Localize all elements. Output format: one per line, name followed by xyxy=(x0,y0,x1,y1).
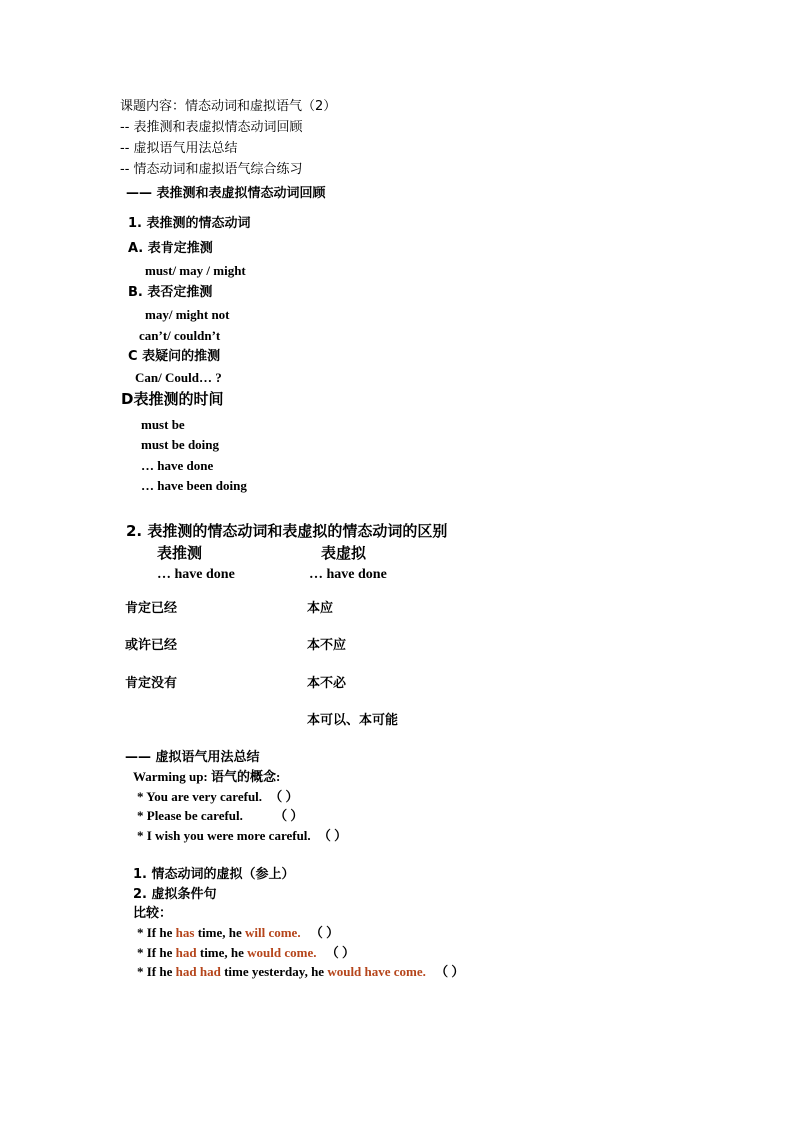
table-cell-left: 或许已经 xyxy=(125,638,178,653)
column-header-right: 表虚拟 xyxy=(321,544,367,562)
example-sentence xyxy=(137,828,347,844)
highlight-verb: has xyxy=(175,925,195,940)
conditional-sentence xyxy=(137,925,339,941)
highlight-verb: will come. xyxy=(244,925,301,940)
modal-words: must/ may / might xyxy=(145,263,246,278)
list-item: 2. 虚拟条件句 xyxy=(133,887,217,902)
highlight-verb: would come. xyxy=(247,945,317,960)
category-label: B. 表否定推测 xyxy=(128,285,213,300)
outline-item: -- 情态动词和虚拟语气综合练习 xyxy=(120,162,303,177)
time-form: … have been doing xyxy=(141,478,247,493)
sentence-part: time yesterday, he xyxy=(220,964,328,979)
answer-blank: （ ） xyxy=(309,925,340,940)
conditional-sentence xyxy=(137,964,464,980)
outline-item: -- 表推测和表虚拟情态动词回顾 xyxy=(120,120,303,135)
form-left: … have done xyxy=(157,567,235,582)
sentence-part: time, he xyxy=(196,945,248,960)
outline-item: -- 虚拟语气用法总结 xyxy=(120,141,238,156)
section-heading: —— 虚拟语气用法总结 xyxy=(125,750,260,765)
conditional-sentence xyxy=(137,945,355,961)
list-item: 1. 情态动词的虚拟（参上） xyxy=(133,867,295,882)
sentence-part: * If he xyxy=(137,964,176,979)
example-sentence xyxy=(137,808,303,824)
answer-blank: （ ） xyxy=(325,945,356,960)
answer-blank: （ ） xyxy=(435,964,465,979)
column-header-left: 表推测 xyxy=(157,544,203,562)
example-text: * Please be careful. xyxy=(137,808,243,823)
table-cell-right: 本应 xyxy=(307,601,334,616)
highlight-verb: would have come. xyxy=(327,964,426,979)
subheading: 1. 表推测的情态动词 xyxy=(128,216,251,231)
section-heading: —— 表推测和表虚拟情态动词回顾 xyxy=(126,186,326,201)
highlight-verb: had had xyxy=(175,964,221,979)
example-text: * I wish you were more careful. xyxy=(137,828,311,843)
sentence-part: time, he xyxy=(194,925,245,940)
modal-words: may/ might not xyxy=(145,307,230,322)
answer-blank: （ ） xyxy=(317,828,348,843)
table-cell-right: 本可以、本可能 xyxy=(307,713,399,728)
table-cell-left: 肯定已经 xyxy=(125,601,178,616)
highlight-verb: had xyxy=(175,945,197,960)
time-form: … have done xyxy=(141,458,214,473)
answer-blank: （ ） xyxy=(274,808,304,823)
form-right: … have done xyxy=(309,567,387,582)
compare-label: 比较： xyxy=(133,906,173,921)
page-title: 课题内容：情态动词和虚拟语气（2） xyxy=(120,99,337,114)
warmup-label: Warming up: 语气的概念: xyxy=(133,769,281,784)
category-label: A. 表肯定推测 xyxy=(128,241,213,256)
sentence-part: * If he xyxy=(137,945,176,960)
example-text: * You are very careful. xyxy=(137,789,263,804)
modal-words: can’t/ couldn’t xyxy=(139,328,221,343)
time-form: must be xyxy=(141,417,185,432)
answer-blank: （ ） xyxy=(269,789,299,804)
example-sentence xyxy=(137,789,299,805)
category-label: D表推测的时间 xyxy=(121,390,224,408)
subheading: 2. 表推测的情态动词和表虚拟的情态动词的区别 xyxy=(126,522,448,540)
category-label: C 表疑问的推测 xyxy=(128,349,221,364)
table-cell-right: 本不必 xyxy=(307,676,347,691)
sentence-part: * If he xyxy=(137,925,176,940)
time-form: must be doing xyxy=(141,437,220,452)
table-cell-left: 肯定没有 xyxy=(125,676,178,691)
table-cell-right: 本不应 xyxy=(307,638,347,653)
modal-words: Can/ Could… ? xyxy=(135,370,222,385)
